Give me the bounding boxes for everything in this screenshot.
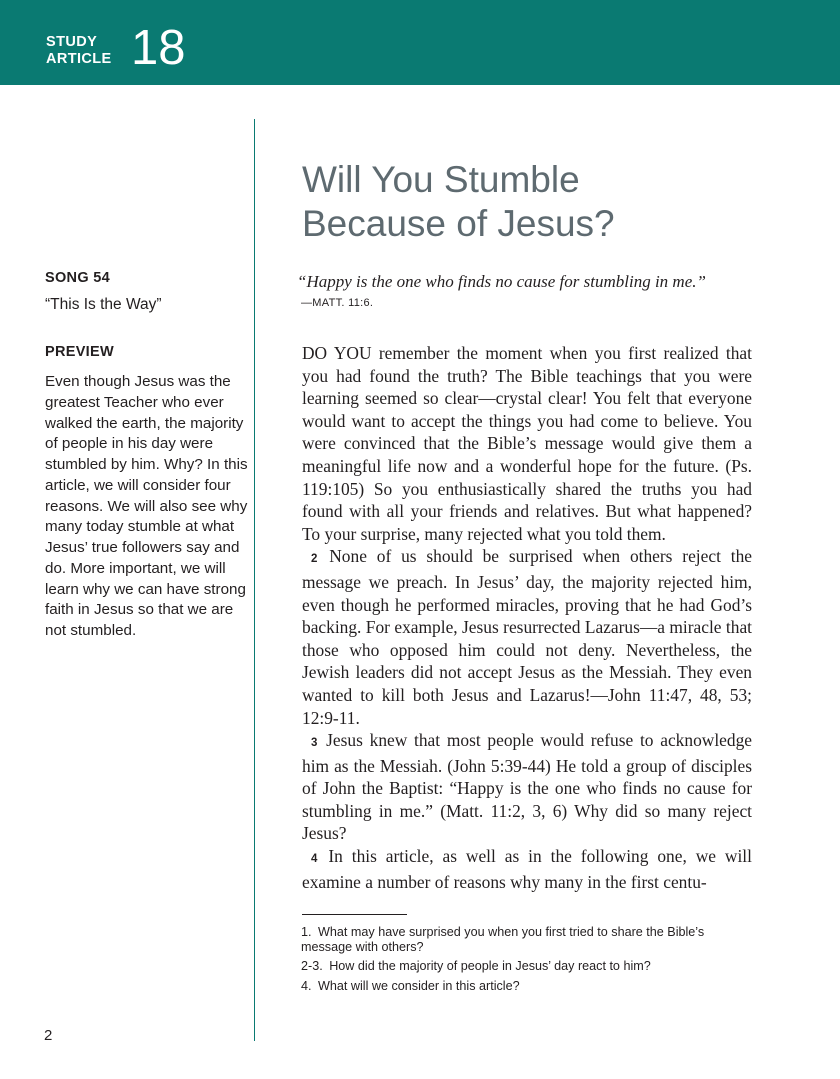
question-text: What may have surprised you when you first tried to share the Bible’s message with others? [301,925,705,954]
study-article-label [46,34,112,68]
preview-heading: PREVIEW [45,344,114,360]
article-body [302,342,752,893]
column-divider [254,119,255,1041]
study-questions [301,925,753,998]
article-title-line2: Because of Jesus? [302,203,615,244]
study-question [301,959,753,974]
study-question [301,925,753,954]
paragraph-text: Jesus knew that most people would refuse to acknowledge him as the Messiah. (John 5:39-44) He told a group of disciples of John the Baptist: “Happy is the one who finds no cause for stumbling in me.” (Matt. 11:2, 3, 6) Why did so many reject Jesus? [302,730,752,844]
study-label-line2: ARTICLE [46,51,112,67]
paragraph-text: DO YOU remember the moment when you first realized that you had found the truth? The Bible teachings that you were learning seemed so clear—crystal clear! You felt that everyone would want to accept the things you had come to believe. You were convinced that the Bible’s message would give them a meaningful life now and a wonderful hope for the future. (Ps. 119:105) So you enthusiastically shared the truths you had found with all your friends and relatives. But what happened? To your surprise, many rejected what you told them. [302,343,752,544]
study-label-line1: STUDY [46,34,98,50]
questions-divider [302,914,407,915]
question-number: 1. [301,925,312,939]
question-text: What will we consider in this article? [318,978,520,993]
paragraph-text: In this article, as well as in the following one, we will examine a number of reasons why many in the first centu- [302,846,752,892]
paragraph-text: None of us should be surprised when others reject the message we preach. In Jesus’ day, the majority rejected him, even though he performed miracles, proving that he had God’s backing. For example, Jesus resurrected Lazarus—a miracle that those who opposed him could not deny. Nevertheless, the Jewish leaders did not accept Jesus as the Messiah. They even wanted to kill both Jesus and Lazarus!—John 11:47, 48, 53; 12:9-11. [302,546,752,728]
paragraph-3 [302,729,752,845]
song-title: “This Is the Way” [45,296,162,313]
song-heading: SONG 54 [45,270,110,286]
theme-scripture-quote: “Happy is the one who finds no cause for stumbling in me.” [297,272,706,291]
theme-scripture-citation: —MATT. 11:6. [301,297,374,309]
page-number: 2 [44,1027,53,1044]
article-title [302,158,802,246]
paragraph-2 [302,545,752,729]
question-number: 2-3. [301,959,323,973]
article-title-line1: Will You Stumble [302,159,580,200]
study-article-number: 18 [131,21,186,75]
paragraph-1 [302,342,752,545]
header-band [0,0,840,85]
question-number: 4. [301,978,312,993]
paragraph-number: 2 [311,553,318,566]
question-text: How did the majority of people in Jesus’ day react to him? [329,959,651,973]
preview-text: Even though Jesus was the greatest Teacher who ever walked the earth, the majority of people in his day were stumbled by him. Why? In this article, we will consider four reasons. We will also see why many today stumble at what Jesus’ true followers say and do. More important, we will learn why we can have strong faith in Jesus so that we are not stumbled. [45,373,248,639]
study-question [301,979,753,994]
paragraph-number: 4 [311,853,318,866]
paragraph-number: 3 [311,737,318,750]
paragraph-4 [302,845,752,893]
